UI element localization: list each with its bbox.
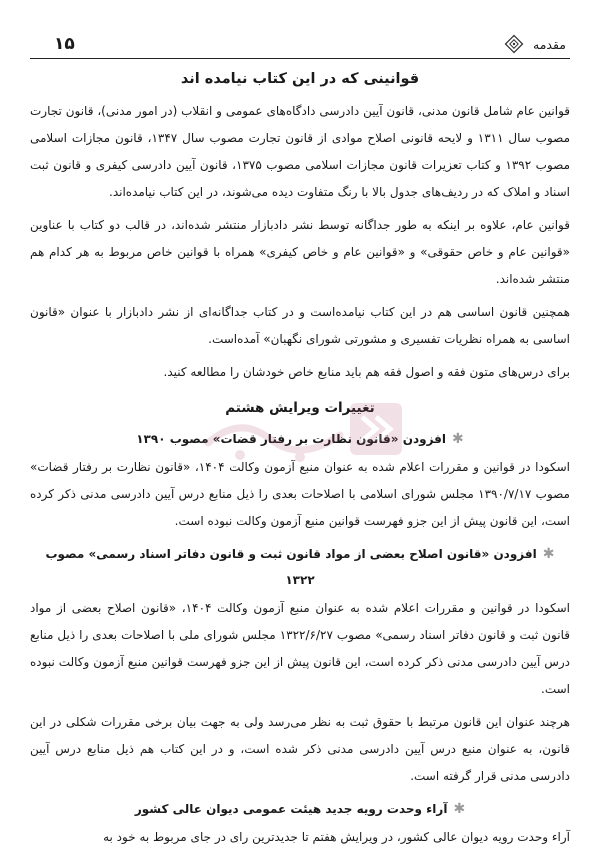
asterisk-bullet-icon: ✱ xyxy=(453,801,466,817)
change-item-title: آراء وحدت رویه جدید هیئت عمومی دیوان عالی کشور xyxy=(134,802,448,816)
header-spacer xyxy=(75,44,495,45)
change-item-title: افزودن «قانون اصلاح بعضی از مواد قانون ثبت و قانون دفاتر اسناد رسمی» مصوب ۱۳۲۲ xyxy=(45,547,537,587)
page-content xyxy=(30,64,570,857)
change-item-heading xyxy=(30,541,570,593)
paragraph: اسکودا در قوانین و مقررات اعلام شده به عنوان منبع آزمون وکالت ۱۴۰۴، «قانون نظارت بر رفتار قضات» مصوب ۱۳۹۰/۷/۱۷ مجلس شورای اسلامی با اصلاحات بعدی را ذیل منابع درس آیین دادرسی مدنی ذکر کرده است، این قانون پیش از این جزو فهرست قوانین منبع آزمون وکالت نبوده است. xyxy=(30,460,570,528)
paragraph: اسکودا در قوانین و مقررات اعلام شده به عنوان منبع آزمون وکالت ۱۴۰۴، «قانون اصلاح بعضی از مواد قانون ثبت و قانون دفاتر اسناد رسمی» مصوب ۱۳۲۲/۶/۲۷ مجلس شورای ملی با اصلاحات بعدی را ذیل منابع درس آیین دادرسی مدنی ذکر کرده است، این قانون پیش از این جزو فهرست قوانین منبع آزمون وکالت نبوده است. xyxy=(30,601,570,696)
paragraph: قوانین عام، علاوه بر اینکه به طور جداگانه توسط نشر دادبازار منتشر شده‌اند، در قالب دو کتاب با عناوین «قوانین عام و خاص حقوقی» و «قوانین عام و خاص کیفری» همراه با قوانین خاص مربوط به هر کدام هم منتشر شده‌اند. xyxy=(30,218,570,286)
paragraph: آراء وحدت رویه دیوان عالی کشور، در ویرایش هفتم تا جدیدترین رای در جای مربوط به خود به xyxy=(103,830,570,844)
paragraph: قوانین عام شامل قانون مدنی، قانون آیین دادرسی دادگاه‌های عمومی و انقلاب (در امور مدنی)، قانون تجارت مصوب سال ۱۳۱۱ و لایحه قانونی اصلاح موادی از قانون تجارت مصوب سال ۱۳۴۷، قانون مجازات اسلامی مصوب ۱۳۹۲ و کتاب تعزیرات قانون مجازات اسلامی مصوب ۱۳۷۵، قانون آیین دادرسی کیفری و قانون ثبت اسناد و املاک که در ردیف‌های جدول بالا با رنگ متفاوت دیده می‌شوند، در این کتاب نیامده‌اند. xyxy=(30,104,571,199)
paragraph: همچنین قانون اساسی هم در این کتاب نیامده‌است و در کتاب جداگانه‌ای از نشر دادبازار با عنوان «قانون اساسی به همراه نظریات تفسیری و مشورتی شورای نگهبان» آمده‌است. xyxy=(30,305,570,346)
diamond-ornament-icon xyxy=(503,33,525,55)
change-item-title: افزودن «قانون نظارت بر رفتار قضات» مصوب ۱۳۹۰ xyxy=(136,432,447,446)
page-number: ۱۵ xyxy=(54,34,75,54)
asterisk-bullet-icon: ✱ xyxy=(542,546,555,562)
paragraph: برای درس‌های متون فقه و اصول فقه هم باید منابع خاص خودشان را مطالعه کنید. xyxy=(163,365,570,379)
section-title: مقدمه xyxy=(533,36,566,52)
changes-heading: تغییرات ویرایش هشتم xyxy=(225,400,375,416)
paragraph: هرچند عنوان این قانون مرتبط با حقوق ثبت به نظر می‌رسد ولی به جهت بیان برخی مقررات شکلی در این قانون، به عنوان منبع درس آیین دادرسی مدنی ذکر شده است، و در این کتاب هم ذیل منابع درس آیین دادرسی مدنی قرار گرفته است. xyxy=(30,715,570,783)
page-header xyxy=(30,30,570,59)
change-item-heading xyxy=(30,796,570,822)
change-item-heading xyxy=(30,426,570,452)
page-title: قوانینی که در این کتاب نیامده اند xyxy=(180,71,420,87)
asterisk-bullet-icon: ✱ xyxy=(452,431,464,447)
